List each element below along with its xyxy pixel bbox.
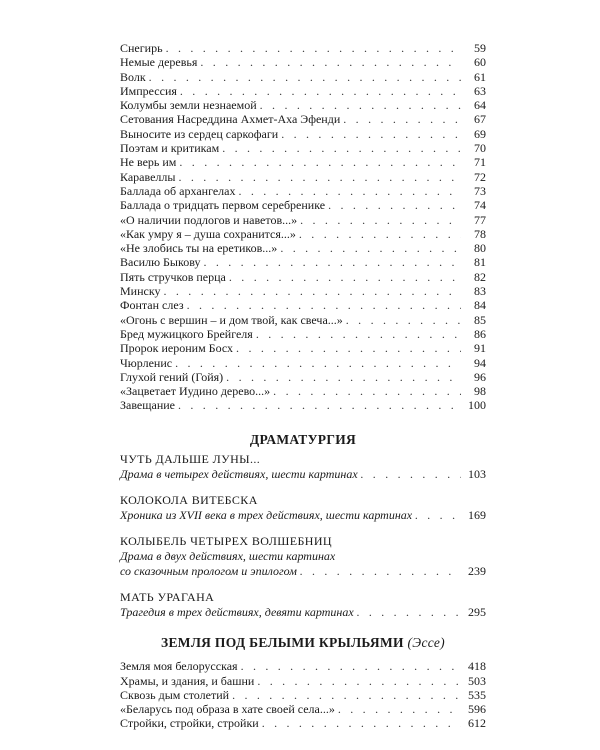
entry-title: Баллада о тридцать первом серебренике xyxy=(120,198,326,213)
page-number: 81 xyxy=(474,255,486,270)
play-description: Хроника из XVII века в трех действиях, шести картинах xyxy=(120,508,413,523)
page-number: 295 xyxy=(468,604,486,619)
essay-heading-sub: (Эссе) xyxy=(407,635,445,651)
entry-title: Колумбы земли незнаемой xyxy=(120,98,257,113)
dot-leader xyxy=(346,313,461,327)
page-number: 67 xyxy=(474,112,486,127)
dot-leader xyxy=(281,127,461,141)
page-number: 82 xyxy=(474,269,486,284)
play-entry[interactable] xyxy=(120,605,486,619)
entry-title: Немые деревья xyxy=(120,55,198,70)
play-block xyxy=(120,534,486,578)
essay-entry[interactable] xyxy=(120,659,486,673)
page-number: 418 xyxy=(468,659,486,674)
dot-leader xyxy=(338,702,461,716)
entry-title: Волк xyxy=(120,69,146,84)
entry-title: Бред мужицкого Брейгеля xyxy=(120,326,253,341)
entry-title: Сетования Насреддина Ахмет-Аха Эфенди xyxy=(120,112,341,127)
page-number: 96 xyxy=(474,369,486,384)
toc-entry[interactable] xyxy=(120,70,486,84)
page-number: 77 xyxy=(474,212,486,227)
dot-leader xyxy=(166,41,461,55)
entry-title: «Беларусь под образа в хате своей села...» xyxy=(120,702,335,717)
page-number: 74 xyxy=(474,198,486,213)
page-number: 64 xyxy=(474,98,486,113)
toc-entry[interactable] xyxy=(120,55,486,69)
toc-entry[interactable] xyxy=(120,84,486,98)
dot-leader xyxy=(179,155,461,169)
dot-leader xyxy=(178,398,461,412)
play-description: Драма в двух действиях, шести картинах xyxy=(120,549,336,564)
entry-title: Сквозь дым столетий xyxy=(120,687,230,702)
dot-leader xyxy=(200,55,461,69)
entry-title: Не верь им xyxy=(120,155,177,170)
dot-leader xyxy=(260,98,461,112)
entry-title: Пять стручков перца xyxy=(120,269,226,284)
page-number: 63 xyxy=(474,83,486,98)
dot-leader xyxy=(357,605,461,619)
entry-title: Чюрленис xyxy=(120,355,173,370)
toc-entry[interactable] xyxy=(120,398,486,412)
entry-title: Земля моя белорусская xyxy=(120,659,238,674)
play-entry[interactable] xyxy=(120,467,486,481)
toc-entry[interactable] xyxy=(120,141,486,155)
toc-entry[interactable] xyxy=(120,213,486,227)
essay-heading-text: ЗЕМЛЯ ПОД БЕЛЫМИ КРЫЛЬЯМИ xyxy=(161,635,404,651)
page-number: 535 xyxy=(468,687,486,702)
entry-title: Стройки, стройки, стройки xyxy=(120,716,259,731)
toc-entry[interactable] xyxy=(120,184,486,198)
page-number: 94 xyxy=(474,355,486,370)
toc-entry[interactable] xyxy=(120,127,486,141)
dot-leader xyxy=(187,298,461,312)
drama-heading-text: ДРАМАТУРГИЯ xyxy=(249,431,357,447)
dot-leader xyxy=(300,213,461,227)
dot-leader xyxy=(203,255,461,269)
play-description: Драма в четырех действиях, шести картинах xyxy=(120,466,358,481)
dot-leader xyxy=(238,184,461,198)
toc-entry[interactable] xyxy=(120,327,486,341)
entry-title: Снегирь xyxy=(120,41,163,55)
dot-leader xyxy=(280,241,461,255)
essay-list xyxy=(120,659,486,730)
page-number: 59 xyxy=(474,41,486,55)
play-description: со сказочным прологом и эпилогом xyxy=(120,563,297,578)
dot-leader xyxy=(175,356,461,370)
toc-entry[interactable] xyxy=(120,155,486,169)
dot-leader xyxy=(226,370,461,384)
dot-leader xyxy=(241,659,461,673)
toc-entry[interactable] xyxy=(120,241,486,255)
dot-leader xyxy=(300,564,461,578)
dot-leader xyxy=(328,198,461,212)
page-number: 91 xyxy=(474,341,486,356)
essay-entry[interactable] xyxy=(120,688,486,702)
entry-title: «Как умру я – душа сохранится...» xyxy=(120,226,296,241)
play-title[interactable]: МАТЬ УРАГАНА xyxy=(120,589,215,604)
entry-title: Пророк иероним Босх xyxy=(120,341,234,356)
dot-leader xyxy=(299,227,461,241)
page-number: 612 xyxy=(468,716,486,731)
entry-title: Выносите из сердец саркофаги xyxy=(120,126,279,141)
play-title[interactable]: КОЛОКОЛА ВИТЕБСКА xyxy=(120,493,258,508)
page-number: 80 xyxy=(474,241,486,256)
page-number: 503 xyxy=(468,673,486,688)
toc-entry[interactable] xyxy=(120,112,486,126)
toc-entry[interactable] xyxy=(120,370,486,384)
toc-entry[interactable] xyxy=(120,198,486,212)
play-description: Трагедия в трех действиях, девяти картинах xyxy=(120,604,354,619)
dot-leader xyxy=(236,341,461,355)
dot-leader xyxy=(262,716,461,730)
page-number: 78 xyxy=(474,226,486,241)
toc-entry[interactable] xyxy=(120,41,486,55)
entry-title: Баллада об архангелах xyxy=(120,183,236,198)
page-number: 72 xyxy=(474,169,486,184)
entry-title: Фонтан слез xyxy=(120,298,184,313)
play-block xyxy=(120,590,486,619)
toc-entry[interactable] xyxy=(120,356,486,370)
page-number: 85 xyxy=(474,312,486,327)
entry-title: «О наличии подлогов и наветов...» xyxy=(120,212,298,227)
dot-leader xyxy=(232,688,461,702)
essay-entry[interactable] xyxy=(120,702,486,716)
dot-leader xyxy=(361,467,461,481)
dot-leader xyxy=(257,674,461,688)
entry-title: Глухой гений (Гойя) xyxy=(120,369,224,384)
page-number: 86 xyxy=(474,326,486,341)
entry-title: Василю Быкову xyxy=(120,255,201,270)
page-number: 84 xyxy=(474,298,486,313)
entry-title: Завещание xyxy=(120,398,175,413)
page-number: 596 xyxy=(468,702,486,717)
dot-leader xyxy=(415,508,461,522)
dot-leader xyxy=(178,170,461,184)
entry-title: Минску xyxy=(120,284,161,299)
page-number: 98 xyxy=(474,384,486,399)
page-number: 70 xyxy=(474,141,486,156)
page-number: 169 xyxy=(468,508,486,523)
page-number: 103 xyxy=(468,466,486,481)
toc-page xyxy=(120,0,486,731)
page-number: 239 xyxy=(468,563,486,578)
play-entry[interactable] xyxy=(120,508,486,522)
entry-title: «Не злобись ты на еретиков...» xyxy=(120,241,278,256)
toc-entry[interactable] xyxy=(120,227,486,241)
dot-leader xyxy=(229,270,461,284)
dot-leader xyxy=(180,84,461,98)
drama-heading xyxy=(120,430,486,450)
entry-title: Импрессия xyxy=(120,83,177,98)
toc-entry[interactable] xyxy=(120,341,486,355)
page-number: 73 xyxy=(474,183,486,198)
dot-leader xyxy=(256,327,461,341)
page-number: 69 xyxy=(474,126,486,141)
toc-entry[interactable] xyxy=(120,255,486,269)
page-number: 100 xyxy=(468,398,486,413)
dot-leader xyxy=(273,384,461,398)
page-number: 71 xyxy=(474,155,486,170)
toc-entry[interactable] xyxy=(120,313,486,327)
dot-leader xyxy=(149,70,461,84)
dot-leader xyxy=(222,141,461,155)
essay-entry[interactable] xyxy=(120,674,486,688)
page-number: 60 xyxy=(474,55,486,70)
toc-entry[interactable] xyxy=(120,270,486,284)
toc-entry[interactable] xyxy=(120,298,486,312)
entry-title: «Зацветает Иудино дерево...» xyxy=(120,384,271,399)
page-number: 83 xyxy=(474,284,486,299)
entry-title: Храмы, и здания, и башни xyxy=(120,673,255,688)
play-block xyxy=(120,452,486,481)
play-title[interactable]: КОЛЫБЕЛЬ ЧЕТЫРЕХ ВОЛШЕБНИЦ xyxy=(120,534,332,549)
play-entry[interactable] xyxy=(120,564,486,578)
essay-heading xyxy=(120,633,486,653)
page-number: 61 xyxy=(474,69,486,84)
toc-entry[interactable] xyxy=(120,284,486,298)
entry-title: Поэтам и критикам xyxy=(120,141,220,156)
toc-entry[interactable] xyxy=(120,170,486,184)
dot-leader xyxy=(164,284,462,298)
toc-entry[interactable] xyxy=(120,384,486,398)
play-title[interactable]: ЧУТЬ ДАЛЬШЕ ЛУНЫ... xyxy=(120,451,261,466)
entry-title: Каравеллы xyxy=(120,169,176,184)
toc-entry[interactable] xyxy=(120,98,486,112)
dot-leader xyxy=(343,112,461,126)
essay-entry[interactable] xyxy=(120,716,486,730)
plays-list xyxy=(120,452,486,619)
entry-title: «Огонь с вершин – и дом твой, как свеча...» xyxy=(120,312,343,327)
play-block xyxy=(120,493,486,522)
poems-list xyxy=(120,41,486,413)
